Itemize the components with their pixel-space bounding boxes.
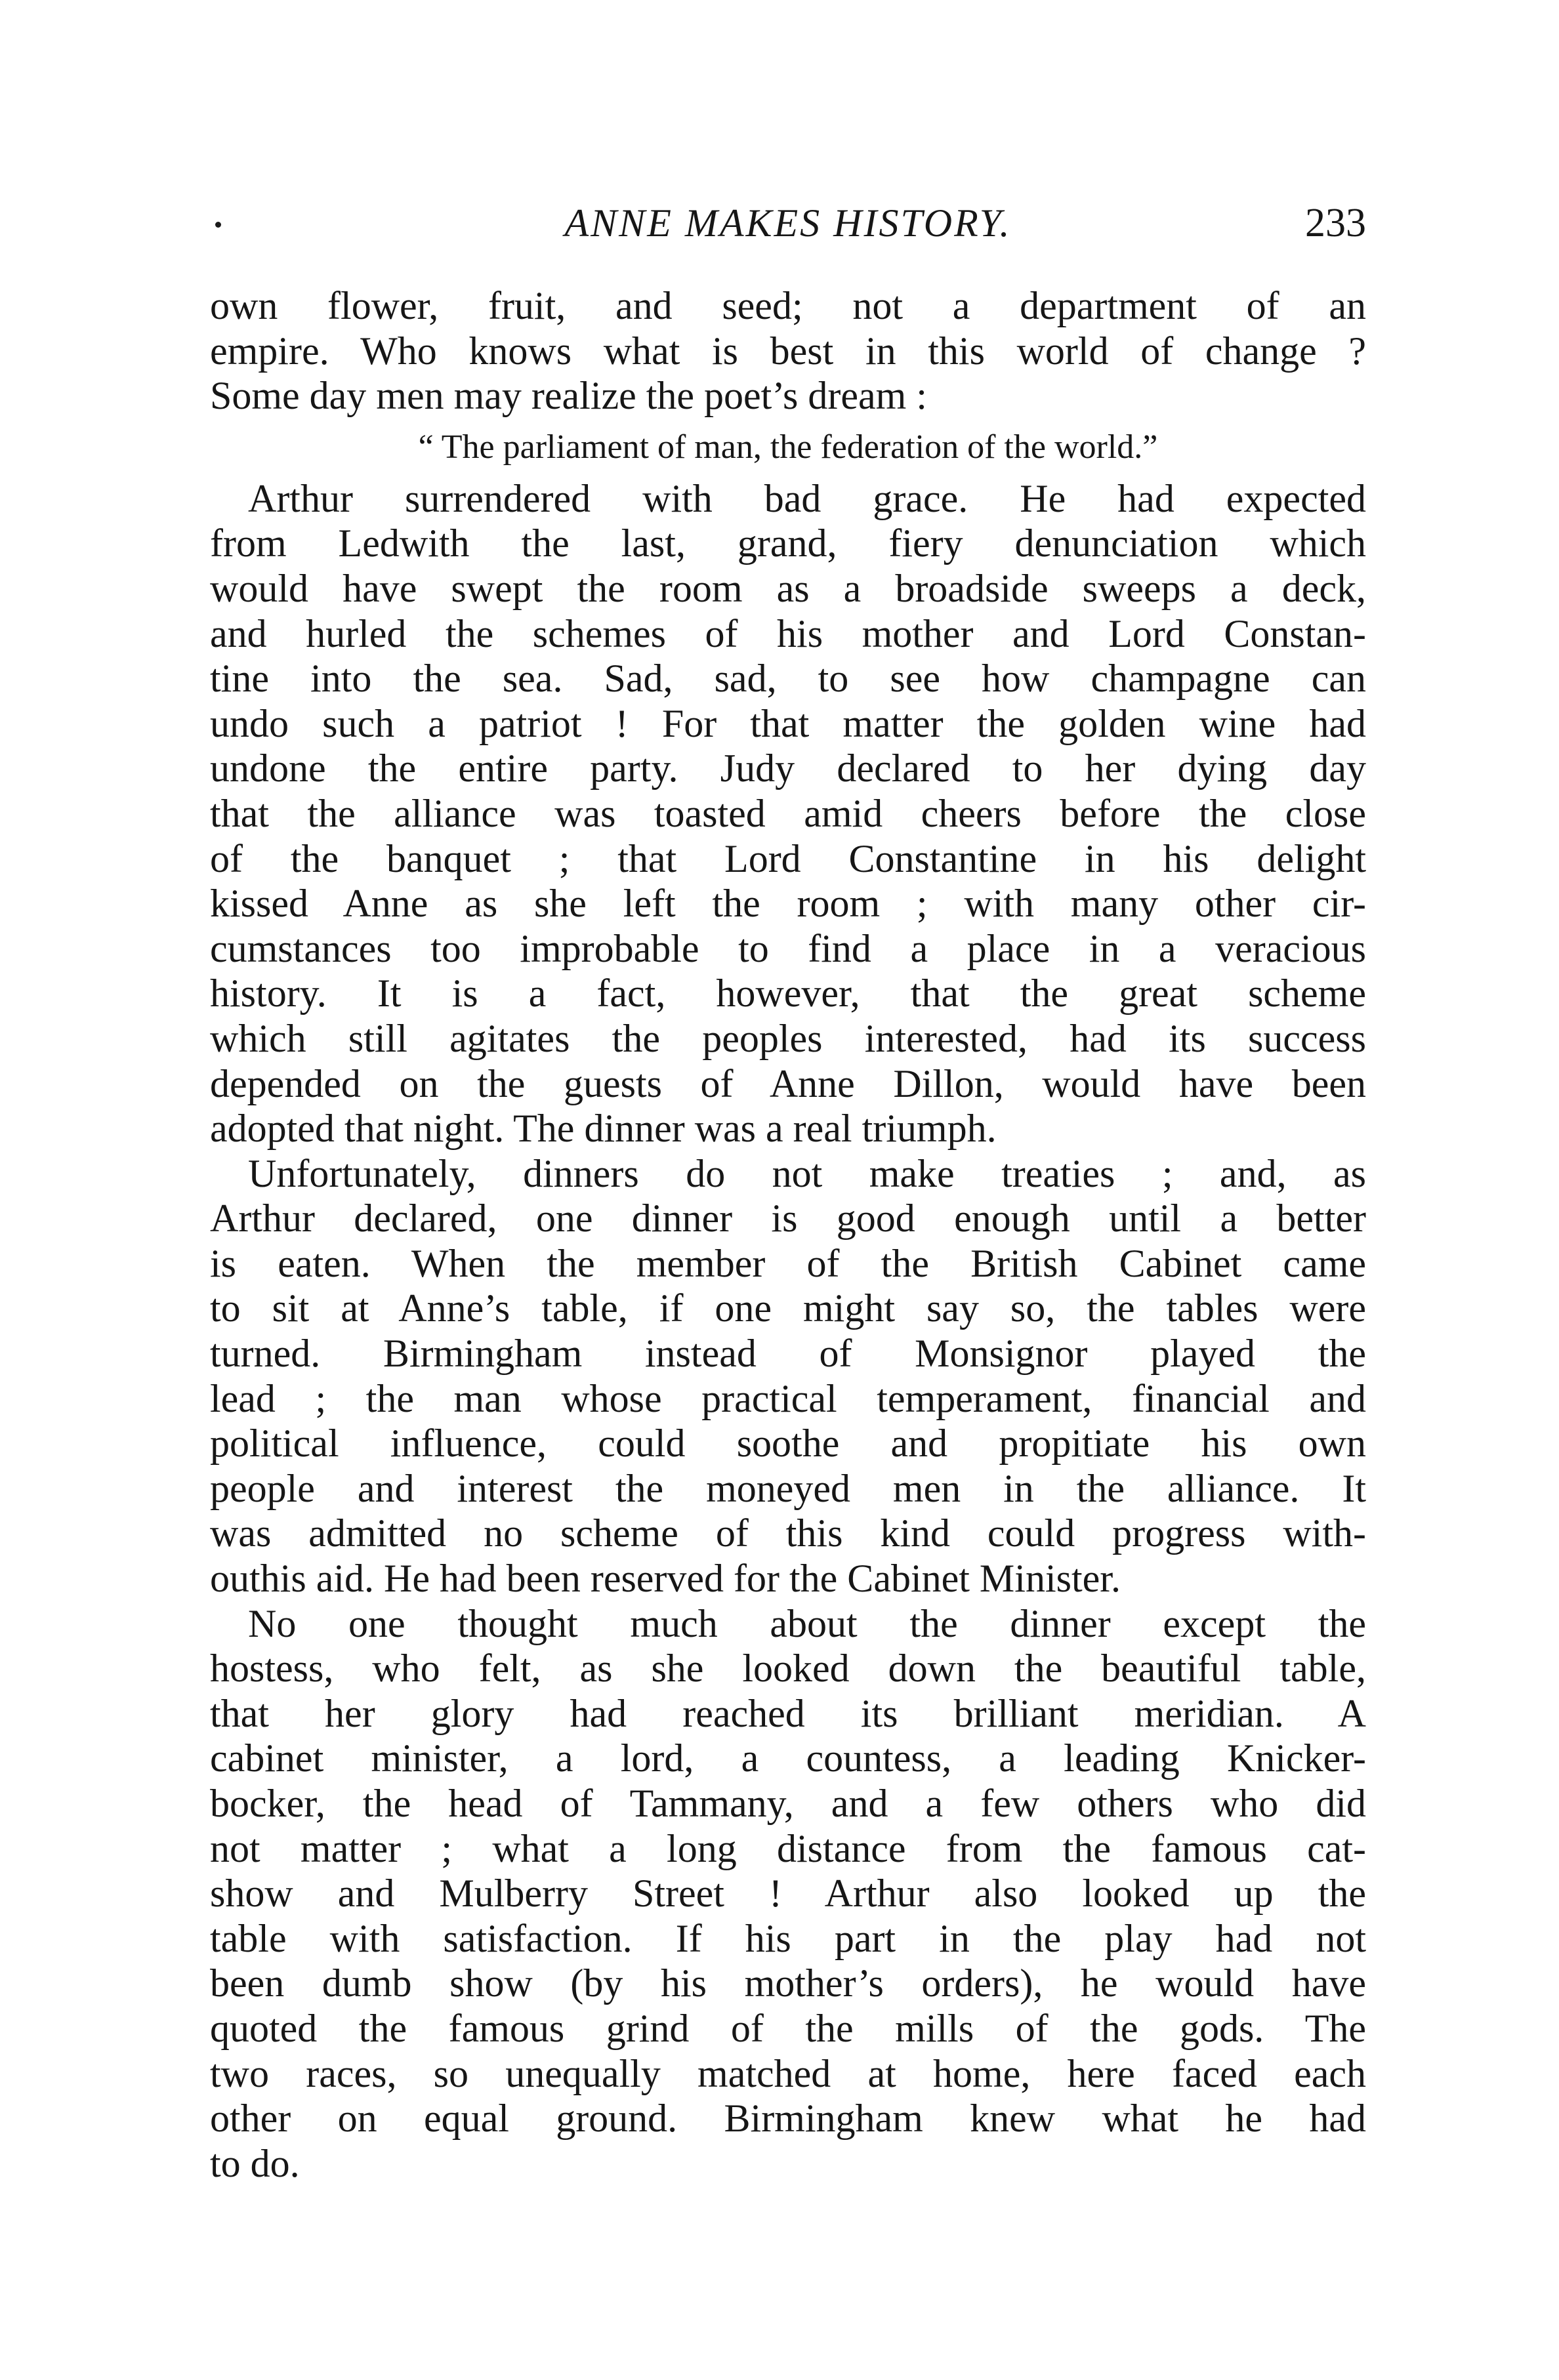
text-line: quoted the famous grind of the mills of the gods. The bbox=[210, 2006, 1366, 2050]
body-text bbox=[210, 283, 1366, 2186]
text-line: to do. bbox=[210, 2141, 300, 2185]
text-line: is eaten. When the member of the British Cabinet came bbox=[210, 1241, 1366, 1285]
text-line: undone the entire party. Judy declared to her dying day bbox=[210, 747, 1366, 790]
text-line: cumstances too improbable to find a place in a veracious bbox=[210, 926, 1366, 970]
text-line: from Ledwith the last, grand, fiery denunciation which bbox=[210, 522, 1366, 565]
text-line: turned. Birmingham instead of Monsignor played the bbox=[210, 1332, 1366, 1376]
paragraph-3 bbox=[210, 1151, 1366, 1601]
text-line: adopted that night. The dinner was a real triumph. bbox=[210, 1107, 997, 1151]
text-line: would have swept the room as a broadside sweeps a deck, bbox=[210, 566, 1366, 610]
text-line: tine into the sea. Sad, sad, to see how champagne can bbox=[210, 657, 1366, 701]
text-line: outhis aid. He had been reserved for the Cabinet Minister. bbox=[210, 1557, 1121, 1601]
text-line: show and Mulberry Street ! Arthur also looked up the bbox=[210, 1872, 1366, 1916]
text-line: people and interest the moneyed men in the alliance. It bbox=[210, 1466, 1366, 1510]
text-line: which still agitates the peoples interested, had its success bbox=[210, 1016, 1366, 1060]
page-header bbox=[210, 197, 1366, 256]
verse-quotation: “ The parliament of man, the federation of the world.” bbox=[418, 428, 1158, 466]
text-line: Arthur surrendered with bad grace. He had expected bbox=[248, 476, 1366, 520]
text-line: been dumb show (by his mother’s orders), he would have bbox=[210, 1961, 1366, 2005]
text-line: cabinet minister, a lord, a countess, a leading Knicker- bbox=[210, 1736, 1366, 1780]
text-line: Unfortunately, dinners do not make treaties ; and, as bbox=[248, 1151, 1366, 1195]
text-line: depended on the guests of Anne Dillon, would have been bbox=[210, 1061, 1366, 1105]
text-line: that the alliance was toasted amid cheers before the close bbox=[210, 791, 1366, 835]
text-line: history. It is a fact, however, that the great scheme bbox=[210, 972, 1366, 1016]
text-line: undo such a patriot ! For that matter the golden wine had bbox=[210, 701, 1366, 745]
text-line: was admitted no scheme of this kind could progress with- bbox=[210, 1511, 1366, 1555]
text-line: No one thought much about the dinner except the bbox=[248, 1601, 1366, 1645]
text-line: and hurled the schemes of his mother and Lord Constan- bbox=[210, 611, 1366, 655]
text-line: empire. Who knows what is best in this world of change ? bbox=[210, 329, 1366, 373]
text-line: Some day men may realize the poet’s dream : bbox=[210, 374, 927, 418]
text-line: own flower, fruit, and seed; not a department of an bbox=[210, 284, 1366, 327]
text-line: that her glory had reached its brilliant meridian. A bbox=[210, 1691, 1366, 1735]
page-number: 233 bbox=[1305, 201, 1366, 245]
text-line: bocker, the head of Tammany, and a few others who did bbox=[210, 1782, 1366, 1825]
text-line: Arthur declared, one dinner is good enough until a better bbox=[210, 1197, 1366, 1241]
paragraph-1 bbox=[210, 283, 1366, 419]
paragraph-4 bbox=[210, 1601, 1366, 2186]
text-line: hostess, who felt, as she looked down the beautiful table, bbox=[210, 1647, 1366, 1691]
running-head: ANNE MAKES HISTORY. bbox=[564, 201, 1012, 245]
text-line: to sit at Anne’s table, if one might say so, the tables were bbox=[210, 1286, 1366, 1330]
text-line: other on equal ground. Birmingham knew what he had bbox=[210, 2097, 1366, 2141]
paragraph-2 bbox=[210, 476, 1366, 1151]
text-line: not matter ; what a long distance from the famous cat- bbox=[210, 1826, 1366, 1870]
text-line: political influence, could soothe and propitiate his own bbox=[210, 1422, 1366, 1466]
text-line: table with satisfaction. If his part in the play had not bbox=[210, 1916, 1366, 1960]
text-line: two races, so unequally matched at home, here faced each bbox=[210, 2051, 1366, 2095]
text-line: kissed Anne as she left the room ; with many other cir- bbox=[210, 882, 1366, 926]
text-line: of the banquet ; that Lord Constantine in his delight bbox=[210, 836, 1366, 880]
text-line: lead ; the man whose practical temperament, financial and bbox=[210, 1376, 1366, 1420]
